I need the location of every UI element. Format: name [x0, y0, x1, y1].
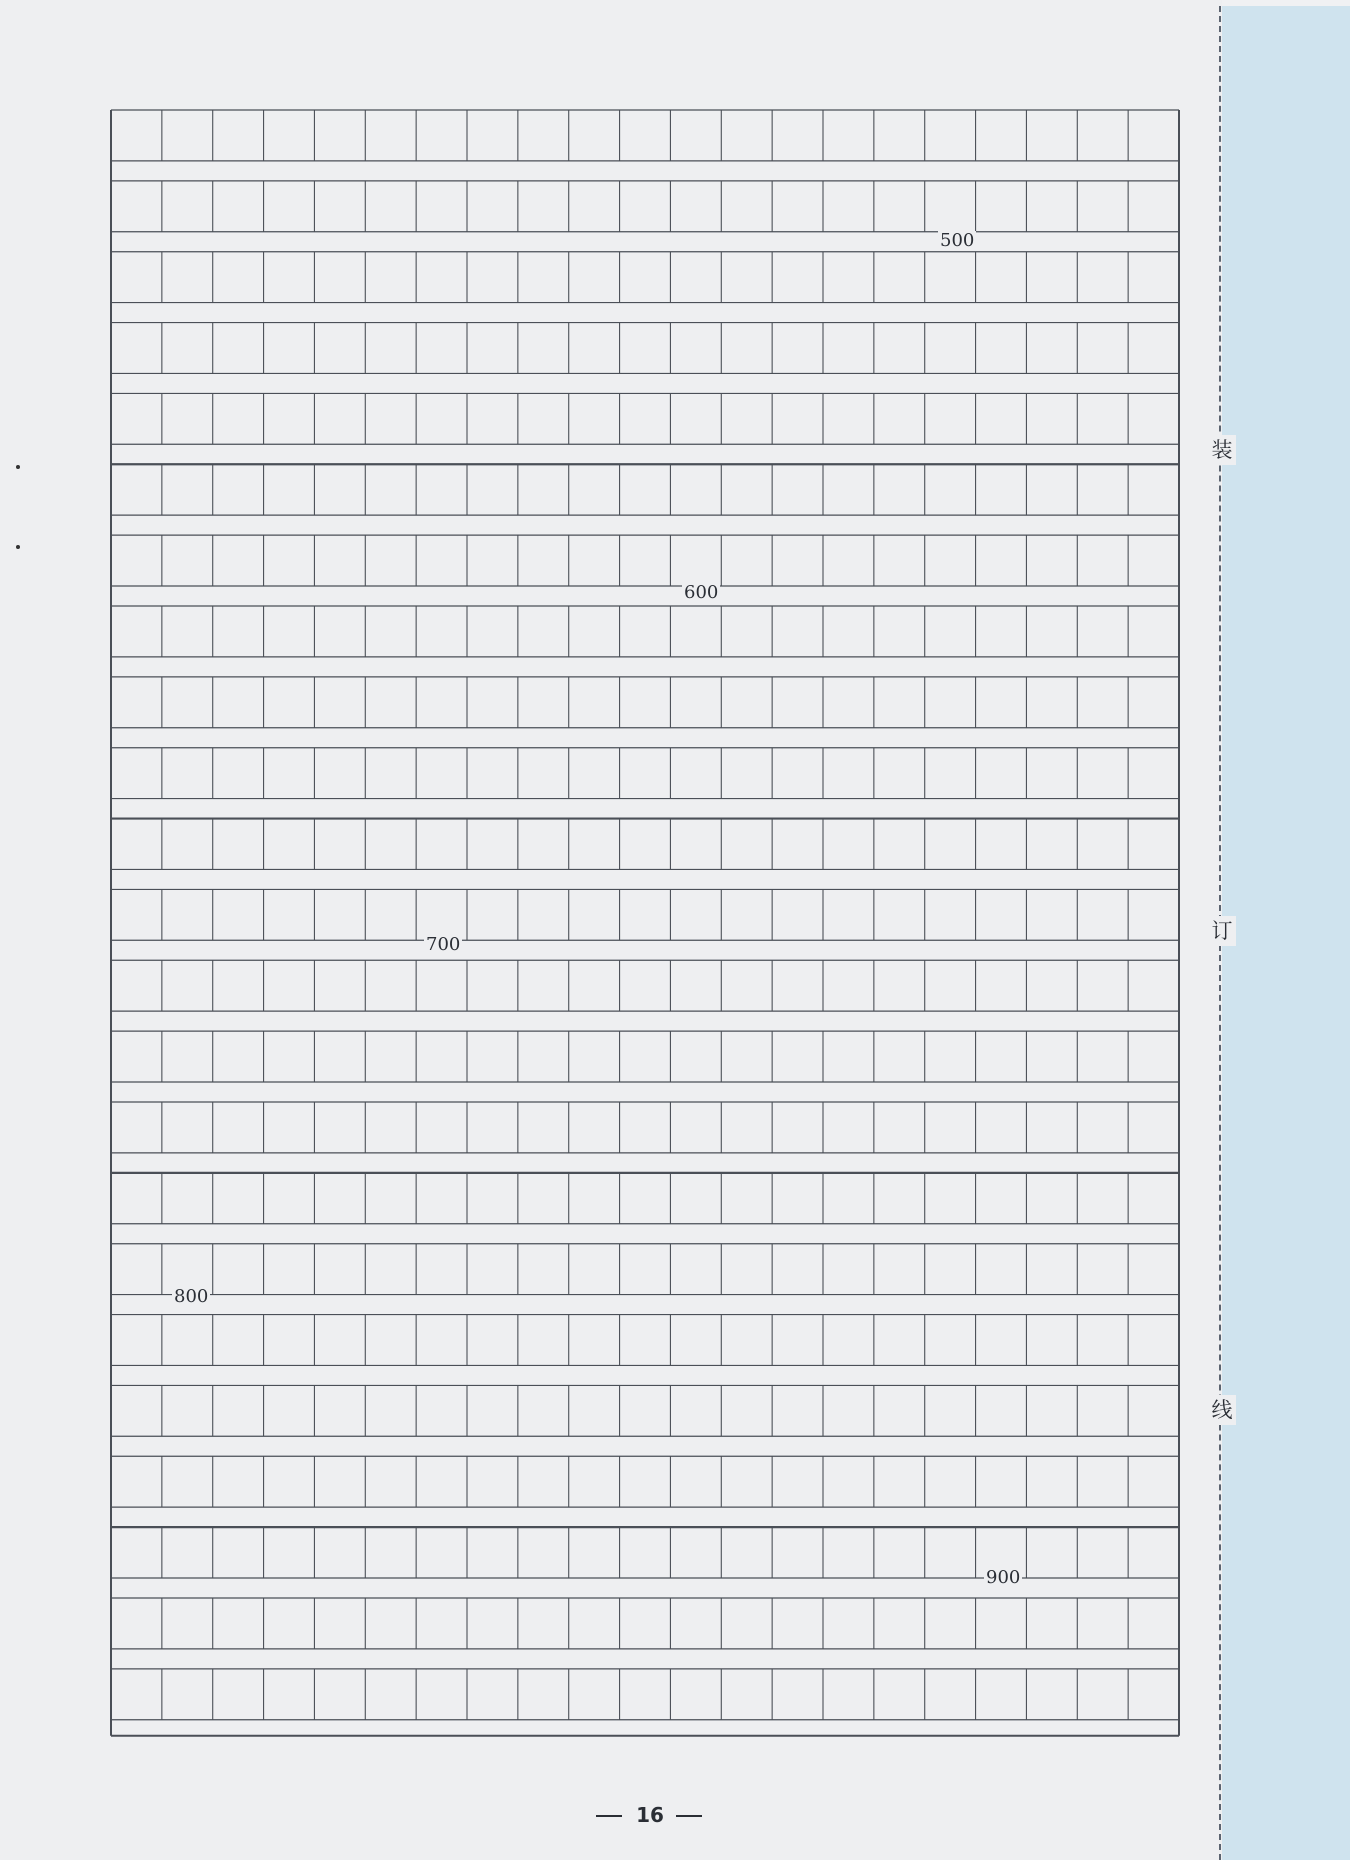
binding-margin-strip: [1222, 6, 1350, 1860]
binding-label-zhuang: 装: [1208, 435, 1236, 465]
count-marker-800: 800: [174, 1286, 209, 1307]
binding-label-xian: 线: [1208, 1395, 1236, 1425]
footer-dash-right: [676, 1815, 702, 1817]
count-marker-500: 500: [940, 230, 975, 251]
binding-label-ding: 订: [1208, 916, 1236, 946]
count-marker-900: 900: [986, 1567, 1021, 1588]
footer-dash-left: [596, 1815, 622, 1817]
page-footer: [560, 1800, 740, 1830]
count-marker-600: 600: [684, 582, 719, 603]
page-number: 16: [636, 1803, 664, 1827]
count-marker-700: 700: [426, 934, 461, 955]
